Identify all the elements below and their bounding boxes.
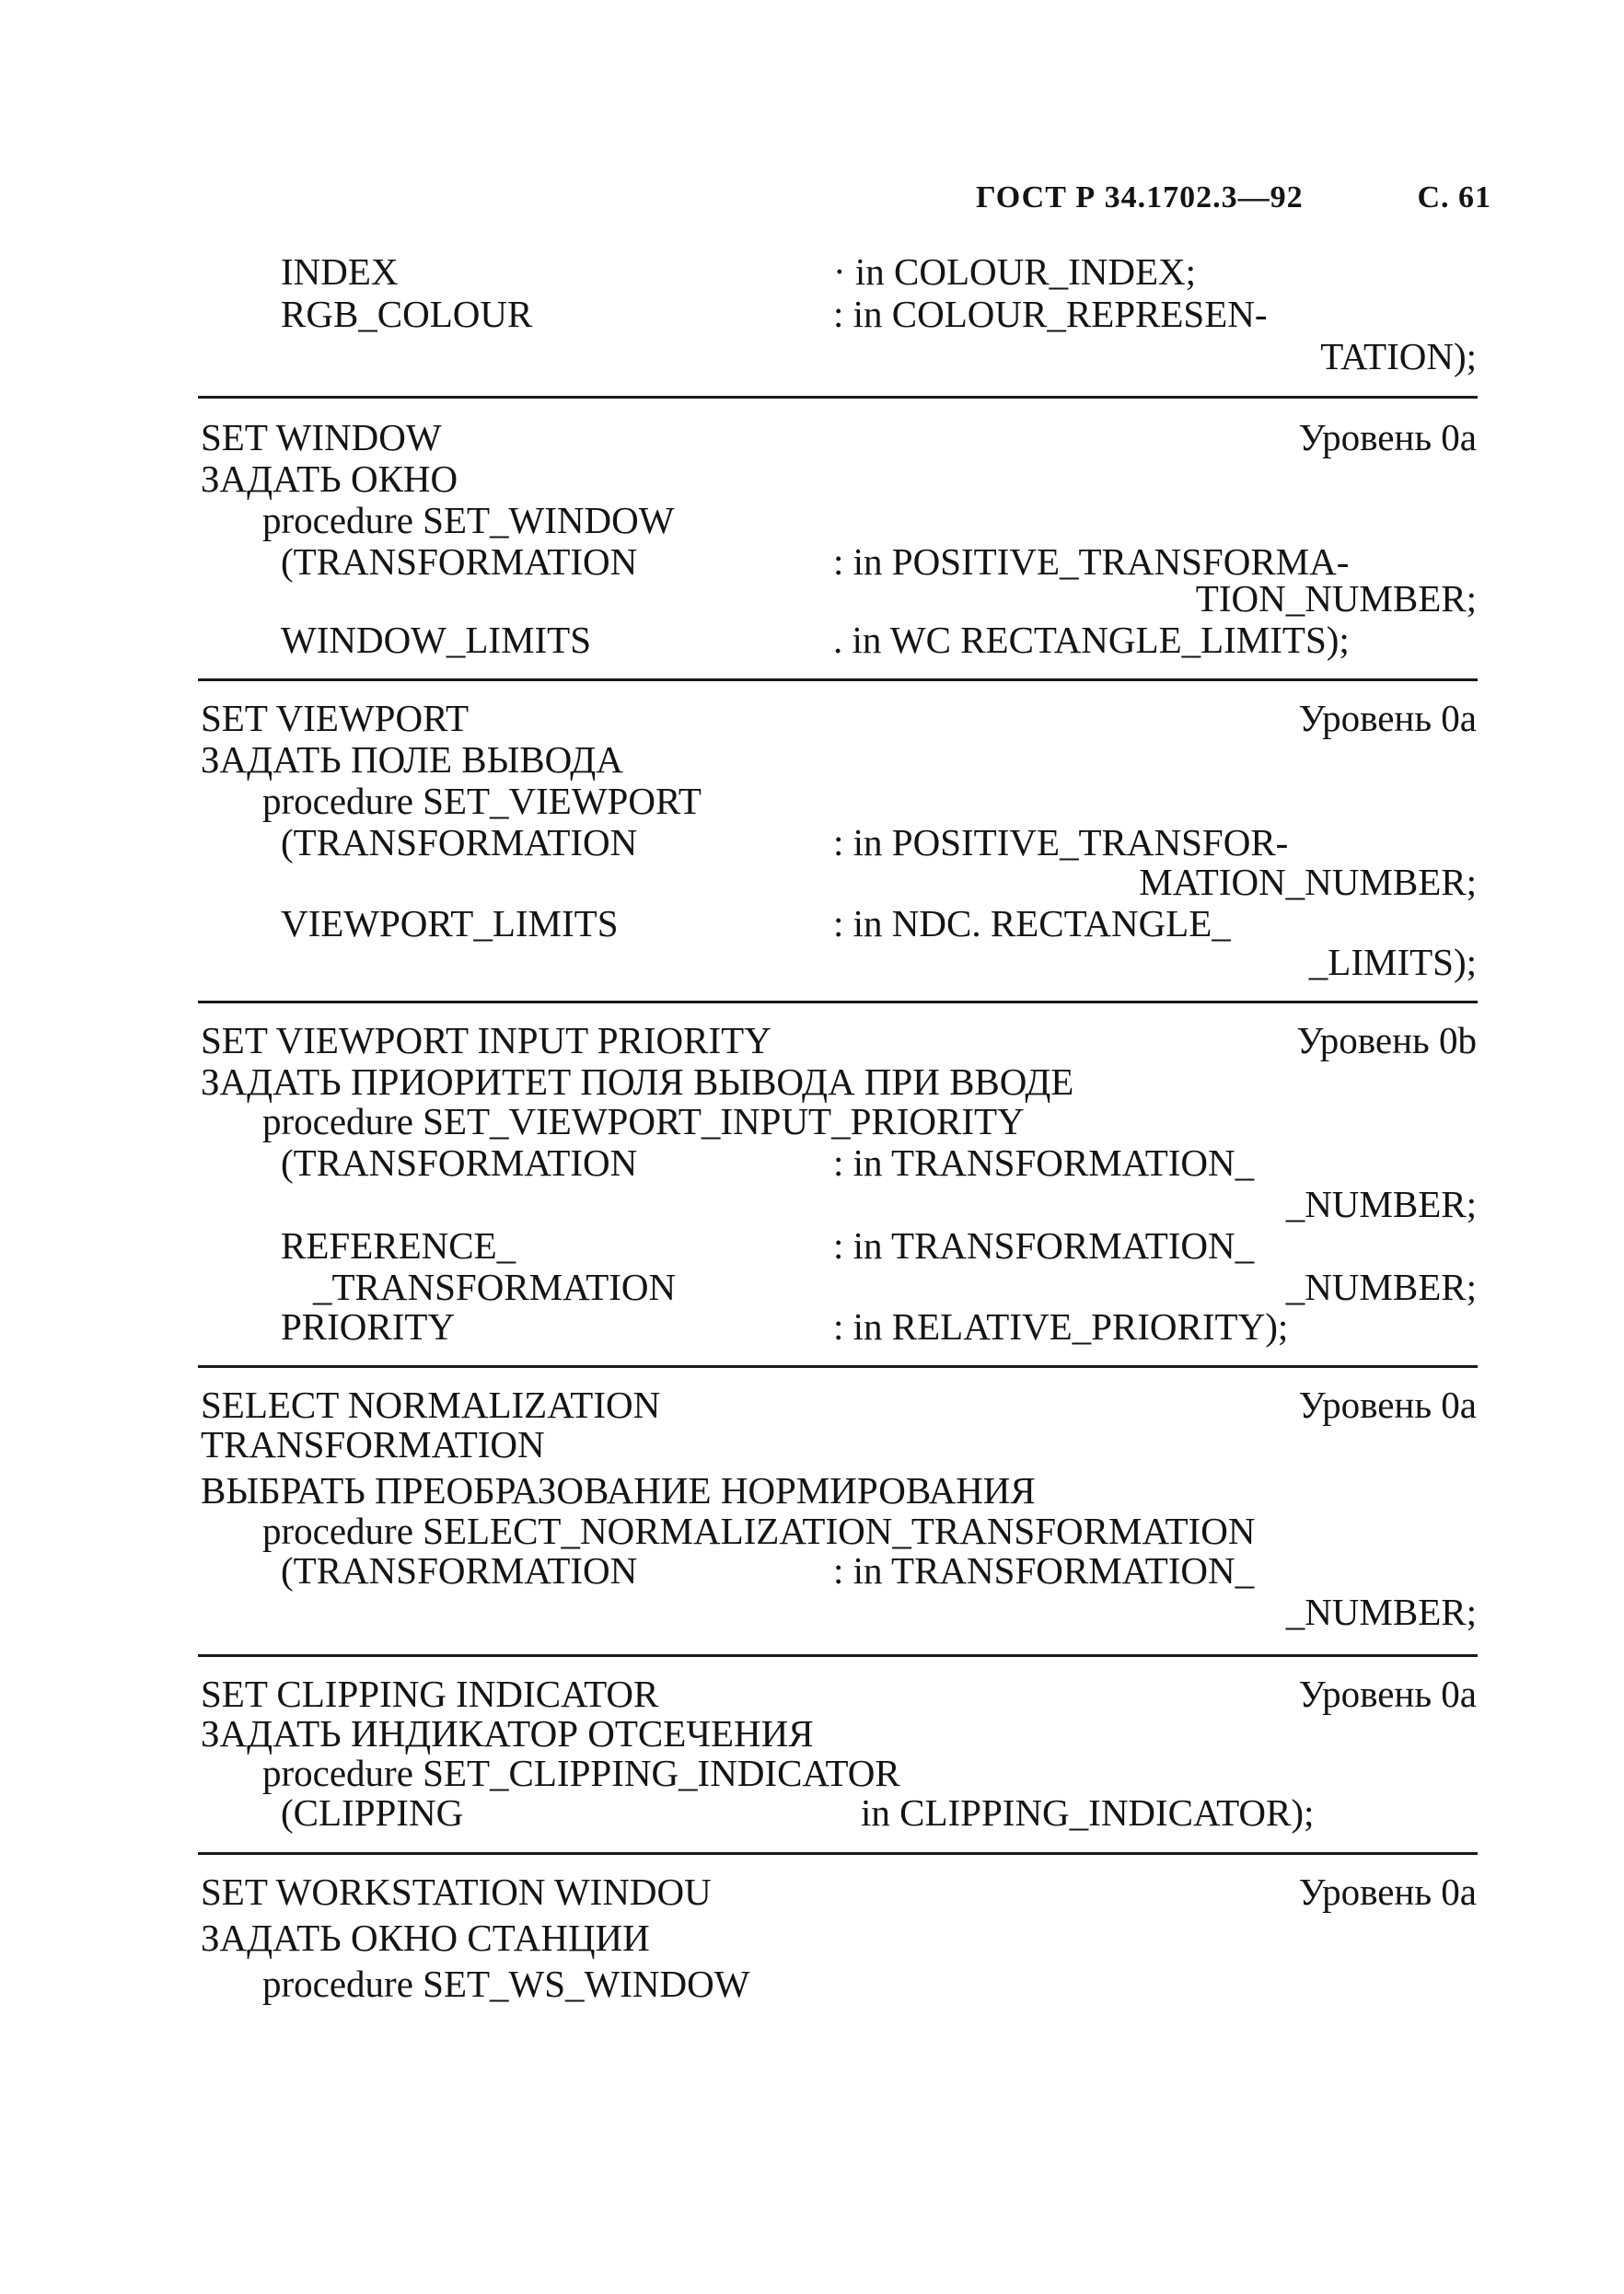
procedure-signature: procedure SET_VIEWPORT xyxy=(262,780,702,822)
type-transformation-cont: MATION_NUMBER; xyxy=(1139,861,1477,903)
procedure-signature: procedure SELECT_NORMALIZATION_TRANSFORMATION xyxy=(262,1510,1256,1552)
type-transformation-cont: _NUMBER; xyxy=(1285,1183,1477,1225)
param-clipping: (CLIPPING xyxy=(281,1791,464,1834)
type-transformation: : in POSITIVE_TRANSFOR- xyxy=(833,821,1289,863)
type-window-limits: . in WC RECTANGLE_LIMITS); xyxy=(833,619,1350,661)
type-clipping: in CLIPPING_INDICATOR); xyxy=(861,1791,1315,1834)
type-viewport-limits: : in NDC. RECTANGLE_ xyxy=(833,902,1231,944)
type-transformation-cont: TION_NUMBER; xyxy=(1195,577,1477,620)
level-label: Уровень 0a xyxy=(1298,1673,1477,1715)
type-rgb-colour-cont: TATION); xyxy=(1320,335,1477,377)
procedure-signature: procedure SET_WS_WINDOW xyxy=(262,1963,750,2005)
level-label: Уровень 0a xyxy=(1298,1871,1477,1913)
procedure-signature: procedure SET_WINDOW xyxy=(262,499,675,541)
function-name-ru: ЗАДАТЬ ПОЛЕ ВЫВОДА xyxy=(201,738,623,781)
type-priority: : in RELATIVE_PRIORITY); xyxy=(833,1305,1289,1348)
function-name: SET VIEWPORT INPUT PRIORITY xyxy=(201,1019,771,1061)
function-name-ru: ЗАДАТЬ ОКНО СТАНЦИИ xyxy=(201,1917,650,1959)
function-name-ru: ВЫБРАТЬ ПРЕОБРАЗОВАНИЕ НОРМИРОВАНИЯ xyxy=(201,1469,1036,1512)
type-viewport-limits-cont: _LIMITS); xyxy=(1308,941,1477,983)
param-transformation: (TRANSFORMATION xyxy=(281,540,638,583)
function-name-ru: ЗАДАТЬ ОКНО xyxy=(201,458,458,500)
function-name-ru: ЗАДАТЬ ПРИОРИТЕТ ПОЛЯ ВЫВОДА ПРИ ВВОДЕ xyxy=(201,1060,1074,1103)
param-viewport-limits: VIEWPORT_LIMITS xyxy=(281,902,619,944)
section-divider xyxy=(198,1365,1478,1368)
type-transformation: : in POSITIVE_TRANSFORMA- xyxy=(833,540,1350,583)
param-transformation: (TRANSFORMATION xyxy=(281,1549,638,1592)
function-name: SET VIEWPORT xyxy=(201,697,470,739)
procedure-signature: procedure SET_VIEWPORT_INPUT_PRIORITY xyxy=(262,1100,1025,1142)
page-number: С. 61 xyxy=(1417,180,1491,214)
param-index: INDEX xyxy=(281,250,399,293)
level-label: Уровень 0b xyxy=(1296,1019,1477,1061)
type-transformation: : in TRANSFORMATION_ xyxy=(833,1141,1255,1184)
param-transformation: (TRANSFORMATION xyxy=(281,1141,638,1184)
type-reference-cont: _NUMBER; xyxy=(1285,1266,1477,1308)
param-window-limits: WINDOW_LIMITS xyxy=(281,619,592,661)
section-divider xyxy=(198,396,1478,399)
function-name-ru: ЗАДАТЬ ИНДИКАТОР ОТСЕЧЕНИЯ xyxy=(201,1712,814,1755)
param-reference-cont: _TRANSFORMATION xyxy=(313,1266,677,1308)
function-name: SET WORKSTATION WINDOU xyxy=(201,1871,712,1913)
param-priority: PRIORITY xyxy=(281,1305,456,1348)
type-index: · in COLOUR_INDEX; xyxy=(833,250,1197,293)
section-divider xyxy=(198,1654,1478,1657)
level-label: Уровень 0a xyxy=(1298,1384,1477,1426)
param-reference: REFERENCE_ xyxy=(281,1224,516,1267)
section-divider xyxy=(198,678,1478,681)
param-transformation: (TRANSFORMATION xyxy=(281,821,638,863)
function-name: SET CLIPPING INDICATOR xyxy=(201,1673,659,1715)
type-rgb-colour: : in COLOUR_REPRESEN- xyxy=(833,293,1268,335)
type-transformation: : in TRANSFORMATION_ xyxy=(833,1549,1255,1592)
type-transformation-cont: _NUMBER; xyxy=(1285,1591,1477,1633)
standard-number: ГОСТ Р 34.1702.3—92 xyxy=(976,180,1304,214)
type-reference: : in TRANSFORMATION_ xyxy=(833,1224,1255,1267)
param-rgb-colour: RGB_COLOUR xyxy=(281,293,533,335)
level-label: Уровень 0a xyxy=(1298,697,1477,739)
function-name: SET WINDOW xyxy=(201,416,442,458)
section-divider xyxy=(198,1852,1478,1855)
procedure-signature: procedure SET_CLIPPING_INDICATOR xyxy=(262,1752,900,1794)
function-name-cont: TRANSFORMATION xyxy=(201,1423,545,1466)
function-name: SELECT NORMALIZATION xyxy=(201,1384,661,1426)
section-divider xyxy=(198,1001,1478,1003)
level-label: Уровень 0a xyxy=(1298,416,1477,458)
page-header xyxy=(976,180,1491,226)
